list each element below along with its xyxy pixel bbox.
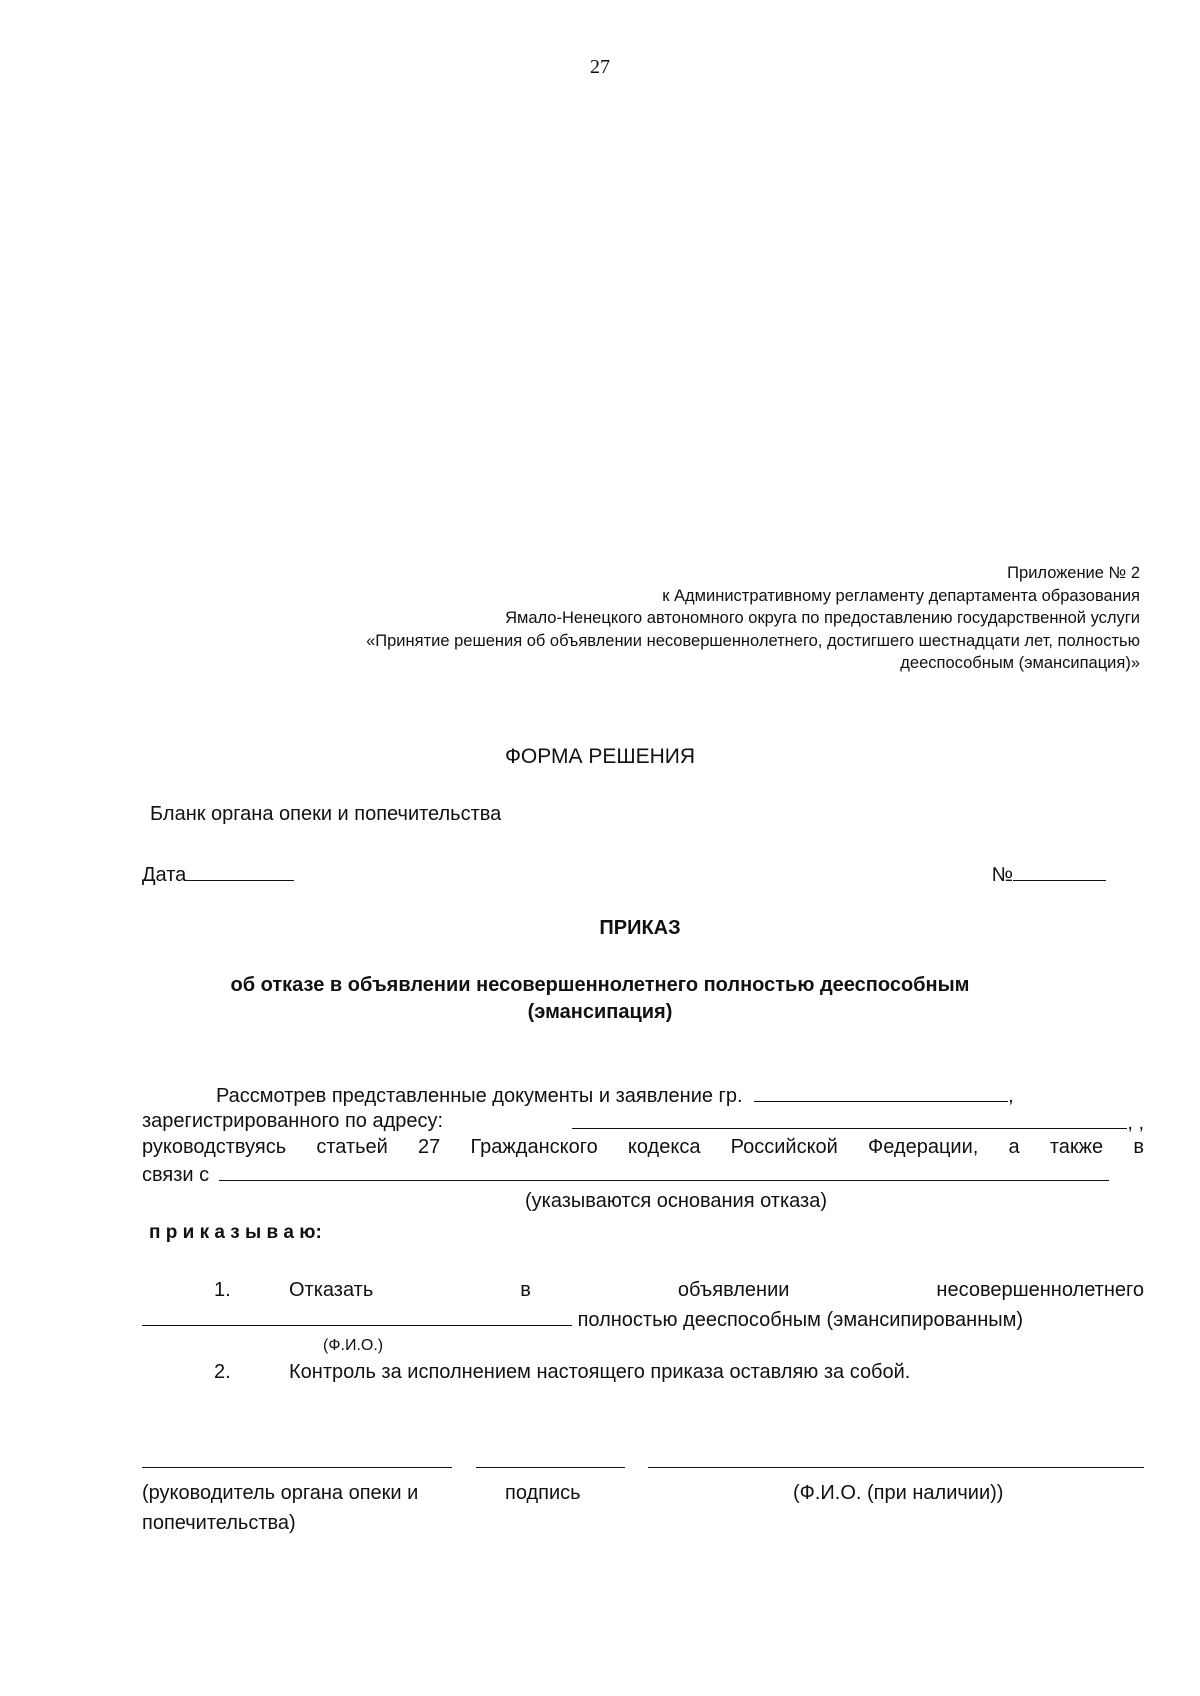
sign-label: подпись <box>505 1482 581 1504</box>
applicant-name-blank <box>754 1083 1008 1102</box>
body-line-1: Рассмотрев представленные документы и заявление гр. , <box>216 1085 1014 1107</box>
fio-label: (Ф.И.О. (при наличии)) <box>793 1482 1004 1504</box>
fio-signature-line <box>648 1467 1144 1468</box>
reason-caption: (указываются основания отказа) <box>525 1190 828 1212</box>
item-1-continuation <box>142 1307 1023 1332</box>
item-2-text: Контроль за исполнением настоящего приказа оставляю за собой. <box>289 1361 911 1383</box>
body-text: зарегистрированного по адресу: <box>142 1110 444 1132</box>
signature-line <box>476 1467 625 1468</box>
item-1-word: в <box>520 1279 531 1301</box>
appendix-line: к Административному регламенту департамента образования <box>662 586 1140 605</box>
fio-caption: (Ф.И.О.) <box>323 1337 384 1354</box>
item-1-word: несовершеннолетнего <box>936 1279 1144 1301</box>
order-subject <box>0 972 1200 1026</box>
item-2-number: 2. <box>214 1361 231 1383</box>
body-text: связи с <box>142 1164 210 1186</box>
number-field <box>992 862 1106 887</box>
appendix-line: Приложение № 2 <box>1007 564 1140 582</box>
appendix-line: дееспособным (эмансипация)» <box>900 654 1140 672</box>
item-1-number: 1. <box>214 1279 231 1301</box>
address-blank <box>572 1110 1127 1129</box>
page-number: 27 <box>590 56 610 78</box>
number-label: № <box>991 864 1013 886</box>
item-1-word: Отказать <box>289 1279 374 1301</box>
head-label: (руководитель органа опеки и попечительства) <box>142 1482 419 1534</box>
order-word: п р и к а з ы в а ю: <box>149 1222 322 1243</box>
item-1-cont-text: полностью дееспособным (эмансипированным) <box>577 1309 1024 1331</box>
date-blank <box>186 862 294 881</box>
order-subject-line: (эмансипация) <box>527 1001 673 1023</box>
number-blank <box>1013 862 1106 881</box>
form-title: ФОРМА РЕШЕНИЯ <box>504 745 696 768</box>
head-signature-line <box>142 1467 452 1468</box>
body-text: Рассмотрев представленные документы и заявление гр. <box>216 1085 743 1107</box>
appendix-line: Ямало-Ненецкого автономного округа по предоставлению государственной услуги <box>505 609 1140 627</box>
body-line-2: зарегистрированного по адресу: , , <box>142 1110 1144 1134</box>
appendix-header <box>140 562 1140 675</box>
item-1-text <box>289 1279 1144 1302</box>
date-label: Дата <box>142 864 187 886</box>
order-subject-line: об отказе в объявлении несовершеннолетнего полностью дееспособным <box>230 974 970 996</box>
appendix-line: «Принятие решения об объявлении несовершеннолетнего, достигшего шестнадцати лет, полностью <box>366 631 1140 650</box>
item-1-word: объявлении <box>677 1279 790 1301</box>
body-line-3: руководствуясь статьей 27 Гражданского кодекса Российской Федерации, а также в <box>142 1136 1144 1158</box>
reason-blank <box>219 1162 1109 1181</box>
body-line-4 <box>142 1162 1144 1187</box>
order-title: ПРИКАЗ <box>599 917 681 939</box>
minor-name-blank <box>142 1307 572 1326</box>
date-field <box>142 862 294 887</box>
blank-label: Бланк органа опеки и попечительства <box>150 803 502 825</box>
